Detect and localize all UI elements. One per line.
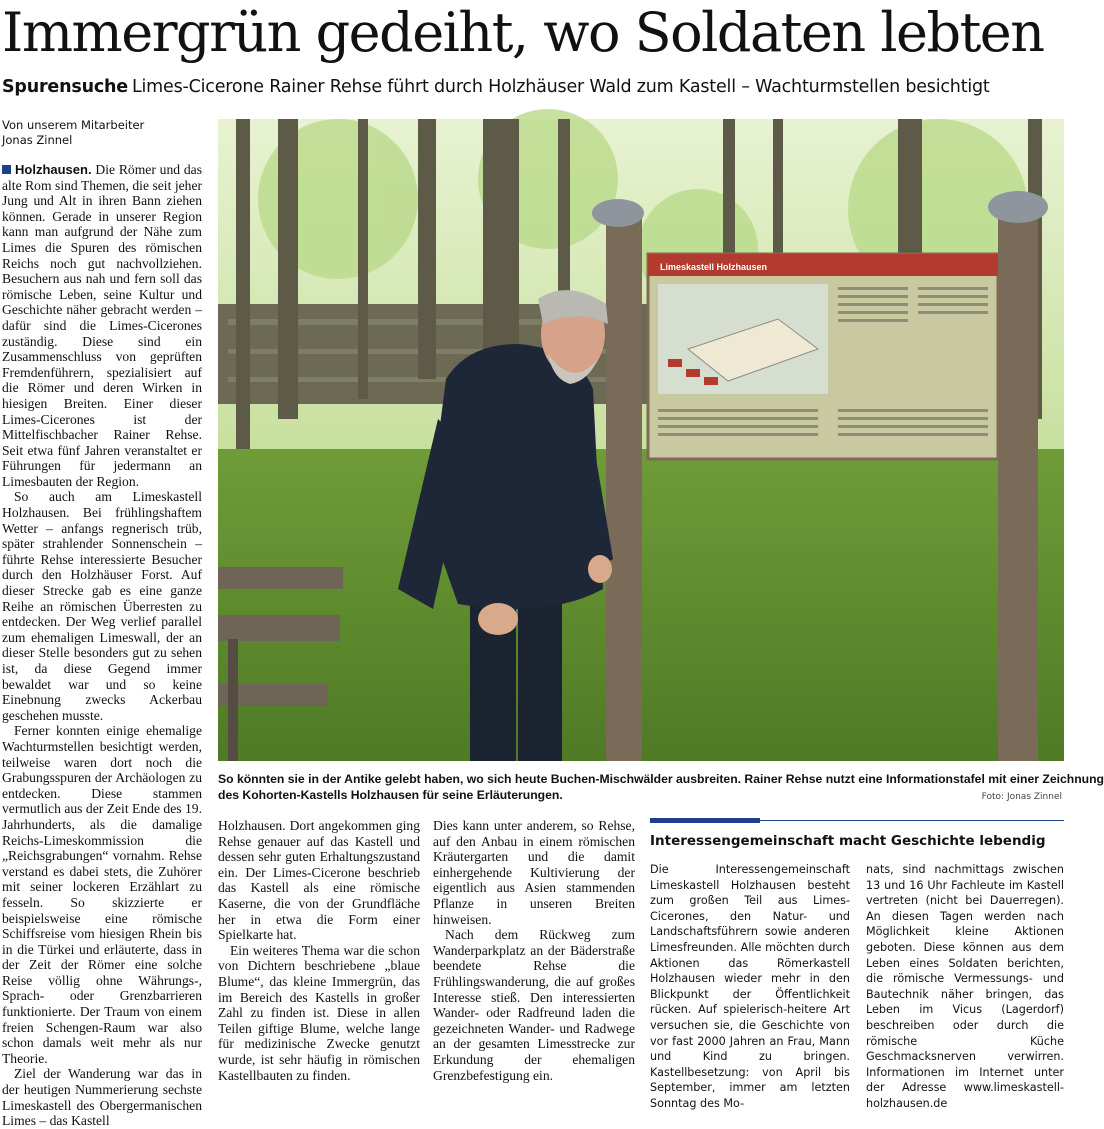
paragraph-4: Ziel der Wanderung war das in der heutigen Nummerierung sechste Limeskastell des Obergermanischen Limes – das Kastell: [2, 1066, 202, 1129]
article-column-3: [433, 818, 635, 1083]
sidebar-accent-rule: [650, 818, 760, 823]
photo-caption: [218, 771, 1104, 803]
photo-caption-line-1: So könnten sie in der Antike gelebt haben, wo sich heute Buchen-Mischwälder ausbreiten. Rainer Rehse nutzt eine Informationstafel mit einer Zeichnung: [218, 772, 1104, 786]
paragraph-8: Nach dem Rückweg zum Wanderparkplatz an der Bäderstraße beendete Rehse die Frühlingswanderung, die auf großes Interesse stieß. Den interessierten Wander- oder Radfreund laden die gezeichneten Wander- und Radwege an der gesamten Limesstrecke zur Erkundung der ehemaligen Grenzbefestigung ein.: [433, 927, 635, 1083]
photo-illustration: [218, 119, 1064, 761]
headline: Immergrün gedeiht, wo Soldaten lebten: [2, 1, 1044, 64]
square-bullet-icon: [2, 165, 11, 174]
sidebar-text-1: Die Interessengemeinschaft Limeskastell Holzhausen besteht zum großen Teil aus Limes-Cicerones, den Natur- und Landschaftsführern sowie anderen Limesfreunden. Alle möchten durch Aktionen das Römerkastell Holzhausen wieder mehr in den Blickpunkt der Öffentlichkeit rücken. Auf spielerisch-heitere Art versuchen sie, die Geschichte von vor fast 2000 Jahren an Frau, Mann und Kind zu bringen. Kastellbesetzung: von April bis September, immer am letzten Sonntag des Mo-: [650, 863, 850, 1110]
sign-title: Limeskastell Holzhausen: [660, 262, 768, 272]
photo-caption-line-2: des Kohorten-Kastells Holzhausen für seine Erläuterungen.: [218, 788, 563, 802]
paragraph-1-text: Die Römer und das alte Rom sind Themen, die seit jeher Jung und Alt in ihren Bann ziehen können. Gerade in unserer Region kann man aufgrund der Nähe zum Limes die Spuren des römischen Reichs noch gut nachvollziehen. Besuchern aus nah und fern soll das römische Leben, seine Kultur und Geschichte näher gebracht werden – dafür sind die Limes-Cicerones zuständig. Diese sind ein Zusammenschluss von geprüften Fremdenführern, spezialisiert auf die Römer und deren Wirken in hiesigen Breiten. Einer dieser Limes-Cicerones ist der Mittelfischbacher Rainer Rehse. Seit etwa fünf Jahren veranstaltet er Führungen für jedermann an Limesbauten der Region.: [2, 162, 202, 489]
sidebar-title: Interessengemeinschaft macht Geschichte lebendig: [650, 833, 1046, 849]
paragraph-7: Dies kann unter anderem, so Rehse, auf den Anbau in einem römischen Kräutergarten und die damit einhergehende Kultivierung der eigentlich aus Asien stammenden Pflanze in unseren Breiten hinweisen.: [433, 818, 635, 927]
photo-credit: Foto: Jonas Zinnel: [981, 792, 1062, 802]
paragraph-5: Holzhausen. Dort angekommen ging Rehse genauer auf das Kastell und dessen sehr guten Erhaltungszustand ein. Der Limes-Cicerone beschrieb das Kastell als eine römische Kaserne, die von der Grundfläche her in etwa die Form einer Spielkarte hat.: [218, 818, 420, 943]
subheadline-text: Limes-Cicerone Rainer Rehse führt durch Holzhäuser Wald zum Kastell – Wachturmstellen besichtigt: [131, 77, 990, 97]
paragraph-1: [2, 162, 202, 489]
article-photo: [218, 119, 1064, 761]
byline-role: Von unserem Mitarbeiter: [2, 118, 145, 132]
sidebar-text-2: nats, sind nachmittags zwischen 13 und 16 Uhr Fachleute im Kastell vertreten (nicht bei Dauerregen). An diesen Tagen werden nach Möglichkeit kleine Aktionen geboten. Diese können aus dem Leben eines Soldaten berichten, die römische Vermessungs- und Bautechnik näher bringen, das Leben im Vicus (Lagerdorf) beschreiben oder durch die römische Küche Geschmacksnerven verwirren. Informationen im Internet unter der Adresse www.limeskastell-holzhausen.de: [866, 863, 1064, 1110]
paragraph-3: Ferner konnten einige ehemalige Wachturmstellen besichtigt werden, teilweise waren dort noch die Grabungsspuren der Archäologen zu entdecken. Diese stammen vermutlich aus der Zeit Ende des 19. Jahrhunderts, als die damalige Reichs-Limeskommission die „Reichsgrabungen“ vornahm. Rehse verstand es dabei stets, die Zuhörer mit seiner lockeren Erzählart zu fesseln. So skizzierte er beispielsweise eine römische Schiffsreise vom hiesigen Rhein bis in die Türkei und erläuterte, dass in der Zeit der Römer eine solche Reise völlig ohne Währungs-, Sprach- oder Grenzbarrieren funktionierte. Der Traum von einem freien Schengen-Raum war also schon damals weit mehr als nur Theorie.: [2, 723, 202, 1066]
article-column-1: [2, 162, 202, 1129]
byline: [2, 118, 212, 148]
info-board: [648, 254, 998, 459]
sidebar-column-2: [866, 862, 1064, 1110]
sidebar-thin-rule: [760, 820, 1064, 821]
kicker: Spurensuche: [2, 77, 128, 97]
article-column-2: [218, 818, 420, 1083]
dateline: Holzhausen.: [15, 162, 92, 177]
sidebar-column-1: [650, 862, 850, 1110]
subheadline: [2, 74, 990, 100]
paragraph-6: Ein weiteres Thema war die schon von Dichtern beschriebene „blaue Blume“, das kleine Immergrün, das im Bereich des Kastells in großer Zahl zu finden ist. Diese in allen Teilen giftige Blume, welche lange für medizinische Zwecke genutzt wurde, ist sehr häufig in römischen Kastellbauten zu finden.: [218, 942, 420, 1083]
paragraph-2: So auch am Limeskastell Holzhausen. Bei frühlingshaftem Wetter – anfangs regnerisch trüb, später strahlender Sonnenschein – führte Rehse interessierte Besucher durch den Holzhäuser Forst. Auf dieser Strecke gab es eine ganze Reihe an römischen Überresten zu entdecken. Der Weg verlief parallel zum ehemaligen Limeswall, der an dieser Stelle besonders gut zu sehen ist, da diese Gegend immer bewaldet war und so keine Einebnung zwecks Ackerbau geschehen musste.: [2, 489, 202, 723]
byline-author: Jonas Zinnel: [2, 133, 73, 147]
